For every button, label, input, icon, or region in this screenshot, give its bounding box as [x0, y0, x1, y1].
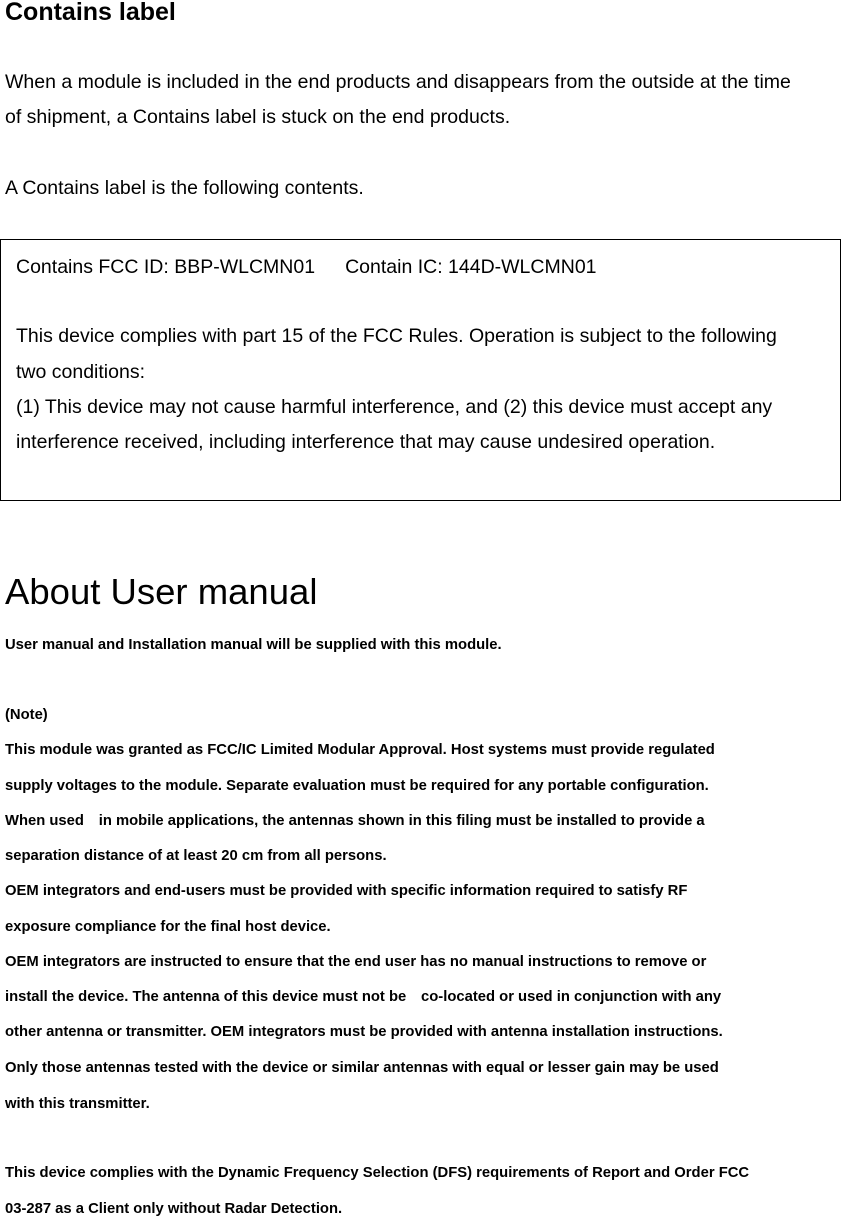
user-manual-heading: About User manual — [5, 571, 318, 612]
user-manual-supplied: User manual and Installation manual will be supplied with this module. — [5, 637, 502, 653]
fcc-id: Contains FCC ID: BBP-WLCMN01 — [16, 256, 316, 278]
contains-label-heading: Contains label — [5, 0, 176, 26]
note-line: OEM integrators and end-users must be provided with specific information required to satisfy RF — [5, 883, 688, 899]
note-line: exposure compliance for the final host device. — [5, 919, 331, 935]
label-text-line-2: two conditions: — [16, 361, 145, 383]
label-text-line-3: (1) This device may not cause harmful interference, and (2) this device must accept any — [16, 396, 773, 418]
contains-label-intro-line-1: When a module is included in the end products and disappears from the outside at the time — [5, 71, 791, 93]
label-text-line-4: interference received, including interference that may cause undesired operation. — [16, 431, 716, 453]
note-line: When used in mobile applications, the antennas shown in this filing must be installed to provide a — [5, 813, 705, 829]
dfs-line: 03-287 as a Client only without Radar Detection. — [5, 1201, 343, 1217]
contains-label-intro-line-2: of shipment, a Contains label is stuck on the end products. — [5, 106, 511, 128]
note-line: OEM integrators are instructed to ensure that the end user has no manual instructions to remove or — [5, 954, 707, 970]
dfs-line: This device complies with the Dynamic Frequency Selection (DFS) requirements of Report and Order FCC — [5, 1165, 750, 1181]
ic-id: Contain IC: 144D-WLCMN01 — [345, 256, 597, 278]
label-text-line-1: This device complies with part 15 of the FCC Rules. Operation is subject to the following — [16, 325, 777, 347]
note-line: supply voltages to the module. Separate evaluation must be required for any portable configuration. — [5, 778, 709, 794]
note-line: This module was granted as FCC/IC Limited Modular Approval. Host systems must provide regulated — [5, 742, 715, 758]
contains-label-following: A Contains label is the following contents. — [5, 177, 364, 199]
note-line: install the device. The antenna of this device must not be co-located or used in conjunction with any — [5, 989, 722, 1005]
note-line: other antenna or transmitter. OEM integrators must be provided with antenna installation instructions. — [5, 1024, 723, 1040]
label-ids-line — [16, 256, 597, 278]
note-line: separation distance of at least 20 cm from all persons. — [5, 848, 387, 864]
note-label: (Note) — [5, 707, 48, 723]
note-line: Only those antennas tested with the device or similar antennas with equal or lesser gain may be used — [5, 1060, 719, 1076]
note-line: with this transmitter. — [5, 1096, 150, 1112]
